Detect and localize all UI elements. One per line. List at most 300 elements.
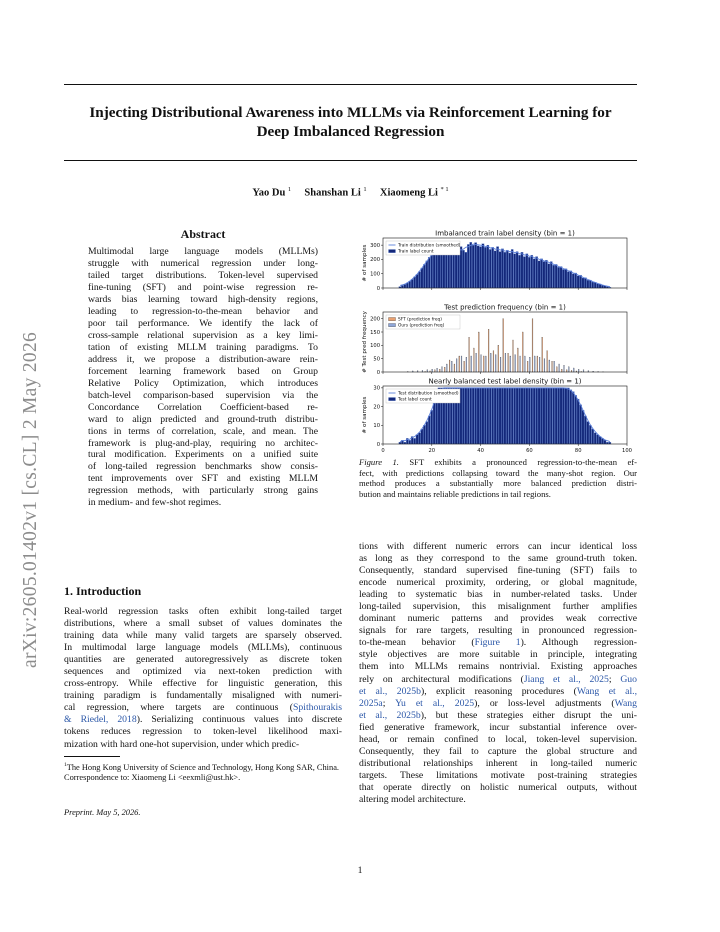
body-line: distributional relationships inherent in long-tailed numeric <box>359 757 637 769</box>
x-tick-label: 0 <box>381 448 385 454</box>
citation-link[interactable]: Jiang et al., 2025 <box>523 673 609 685</box>
body-line: leading to systematic bias in number-related tasks. Under <box>359 589 637 601</box>
bar <box>427 370 428 372</box>
bar <box>442 367 443 372</box>
body-line: encode numerical proximity, ordering, or global magnitude, <box>359 577 637 589</box>
footnote-text: The Hong Kong University of Science and Technology, Hong Kong SAR, China. Correspondence to: Xiaomeng Li <eexmli@ust.hk>. <box>64 762 340 783</box>
title-line: Deep Imbalanced Regression <box>256 123 445 140</box>
bar <box>570 390 572 444</box>
bar <box>414 438 416 444</box>
bar <box>556 367 557 372</box>
bar <box>433 252 435 288</box>
figure-1 <box>359 226 639 454</box>
preprint-note: Preprint. May 5, 2026. <box>64 808 141 817</box>
bar <box>542 337 543 372</box>
abstract-line: of long-tailed regression benchmarks show consis- <box>88 461 318 473</box>
bar <box>404 284 406 288</box>
bar <box>440 249 442 288</box>
body-line: as long as they correspond to the same ground-truth token. <box>359 553 637 565</box>
bar <box>428 257 430 288</box>
y-axis-label: # of samples <box>362 396 368 434</box>
bar <box>555 388 557 444</box>
bar <box>544 359 545 372</box>
bar <box>514 254 516 288</box>
bar <box>592 282 594 288</box>
x-tick-label: 40 <box>477 448 484 454</box>
chart-title: Test prediction frequency (bin = 1) <box>444 303 566 312</box>
bar <box>543 388 545 444</box>
bar <box>418 272 420 288</box>
bar <box>562 388 564 444</box>
bar <box>572 392 574 444</box>
bar <box>487 245 489 288</box>
bar <box>579 275 581 288</box>
bar <box>461 356 462 372</box>
bar <box>504 252 506 288</box>
bar <box>434 370 435 372</box>
bar <box>514 388 516 444</box>
body-line: cross-entropy. While effective for linguistic generation, this <box>64 678 342 690</box>
citation-link[interactable]: Wang <box>576 685 600 697</box>
bar <box>406 283 408 288</box>
bar <box>499 388 501 444</box>
citation-link[interactable]: Guo <box>620 673 637 685</box>
bar <box>587 280 589 288</box>
body-line: & Riedel, 2018). Serializing continuous values into discrete <box>64 714 343 726</box>
bar <box>553 265 555 288</box>
bar <box>537 356 538 372</box>
bar <box>575 395 577 444</box>
citation-link[interactable]: Wang <box>614 697 637 709</box>
bar <box>472 388 474 444</box>
y-tick-label: 0 <box>376 441 380 448</box>
bar <box>481 355 482 372</box>
bar <box>443 250 445 288</box>
bar <box>538 388 540 444</box>
bar <box>505 353 506 372</box>
author-name: Xiaomeng Li <box>379 187 438 199</box>
bar <box>433 403 435 444</box>
body-line: training paradigm is fundamentally misaligned with numeri- <box>64 690 342 702</box>
bar <box>577 276 579 288</box>
abstract-line: leading to regression-to-the-mean behavior and <box>88 305 318 317</box>
legend-swatch <box>389 318 396 321</box>
bar <box>489 388 491 444</box>
bar <box>583 370 584 372</box>
bar <box>516 388 518 444</box>
y-tick-label: 200 <box>370 316 380 323</box>
bar <box>470 388 472 444</box>
bar <box>526 388 528 444</box>
bar <box>435 250 437 288</box>
bar <box>506 250 508 288</box>
bar <box>521 388 523 444</box>
bar <box>513 340 514 372</box>
body-line: head, or remain confined to local, token-level supervision. <box>359 733 637 745</box>
bar <box>515 355 516 372</box>
bar <box>423 425 425 444</box>
bar <box>564 365 565 372</box>
legend-label: Test distribution (smoothed) <box>398 391 459 397</box>
bar <box>548 264 550 288</box>
abstract-heading: Abstract <box>180 227 226 241</box>
abstract-line: in medium- and few-shot regimes. <box>88 497 222 509</box>
abstract-line: tation of existing MLLM training paradigms. To <box>88 341 318 353</box>
bar <box>573 368 574 372</box>
y-tick-label: 10 <box>373 423 380 430</box>
citation-link[interactable]: Spithourakis <box>293 702 342 714</box>
bar <box>521 252 523 288</box>
introduction-body-continued <box>359 541 637 806</box>
abstract-line: forcement learning framework based on Group <box>88 365 318 377</box>
body-line: tions with different numeric errors can incur identical loss <box>359 541 637 552</box>
bar <box>597 284 599 288</box>
body-line: et al., 2025b), explicit reasoning procedures (Wang et al., <box>359 685 637 697</box>
body-line: In multimodal large language models (MLLMs), continuous <box>64 642 342 654</box>
title-line: Injecting Distributional Awareness into MLLMs via Reinforcement Learning for <box>89 104 612 121</box>
body-line: that operate directly on holistic numerical outputs, without <box>359 781 637 793</box>
chart-legend <box>386 389 460 403</box>
bar <box>540 259 542 288</box>
bar <box>426 422 428 444</box>
bar <box>552 361 553 372</box>
bar <box>522 332 523 372</box>
bar <box>557 267 559 288</box>
bar <box>504 388 506 444</box>
legend-swatch <box>389 324 396 327</box>
bar <box>482 244 484 288</box>
author-name: Yao Du <box>252 187 286 199</box>
bar <box>511 388 513 444</box>
bar <box>565 269 567 288</box>
abstract-line: address it, we propose a distribution-aware rein- <box>88 353 318 365</box>
bar <box>501 249 503 288</box>
body-line: long-tailed supervision, this misalignment further amplifies <box>359 601 637 613</box>
bar <box>589 425 591 444</box>
y-tick-label: 200 <box>370 257 380 264</box>
bar <box>495 355 496 372</box>
bar <box>467 244 469 288</box>
bar <box>482 388 484 444</box>
bar <box>470 242 472 288</box>
author-affiliation: 1 <box>287 186 292 193</box>
body-line: rely on architectural modifications (Jiang et al., 2025; Guo <box>359 673 637 685</box>
bar <box>511 249 513 288</box>
bar <box>469 337 470 372</box>
abstract-line: Multimodal large language models (MLLMs) <box>88 246 318 257</box>
bar <box>449 360 450 372</box>
bar <box>409 281 411 288</box>
y-tick-label: 100 <box>370 343 380 350</box>
bar <box>490 353 491 372</box>
x-tick-label: 20 <box>428 448 436 454</box>
bar <box>496 388 498 444</box>
bar <box>536 257 538 288</box>
chart-title: Nearly balanced test label density (bin = 1) <box>428 377 582 386</box>
bar <box>554 361 555 372</box>
citation-link[interactable]: Yu et al., 2025 <box>395 697 475 709</box>
bar <box>416 435 418 444</box>
bar <box>466 357 467 372</box>
bar <box>465 388 467 444</box>
bar <box>496 247 498 288</box>
author-affiliation: 1 <box>363 186 367 193</box>
bar <box>411 279 413 288</box>
legend-label: SFT (prediction freq) <box>398 317 442 323</box>
bar <box>528 257 530 288</box>
bar <box>579 405 581 444</box>
bar <box>526 254 528 288</box>
y-tick-label: 50 <box>373 356 380 363</box>
bar <box>455 249 457 288</box>
bar <box>559 364 560 372</box>
legend-swatch <box>389 398 396 401</box>
bar <box>561 369 562 372</box>
bar <box>509 253 511 288</box>
x-tick-label: 60 <box>526 448 533 454</box>
bar <box>578 369 579 372</box>
bar <box>450 251 452 288</box>
title-top-rule <box>64 84 637 85</box>
bar <box>538 261 540 288</box>
bar <box>604 440 606 444</box>
bar <box>401 285 403 288</box>
bar <box>409 440 411 444</box>
bar <box>582 278 584 288</box>
bar <box>431 254 433 288</box>
bar <box>572 274 574 288</box>
bar <box>416 274 418 288</box>
bar <box>549 360 550 372</box>
bar <box>432 369 433 372</box>
bar <box>476 353 477 372</box>
bar <box>418 433 420 444</box>
abstract-line: batch-level comparison-based supervision via the <box>88 389 318 401</box>
bar <box>547 351 548 372</box>
bar <box>428 416 430 444</box>
body-line: mization with hard one-hot supervision, under which predic- <box>64 738 300 750</box>
bar <box>557 388 559 444</box>
footnote-marker: 1 <box>64 762 67 768</box>
author-affiliation: * 1 <box>440 186 449 193</box>
abstract-line: tent improvements over SFT and existing MLLM <box>88 473 318 485</box>
legend-label: Train distribution (smoothed) <box>398 243 461 249</box>
bar <box>421 429 423 444</box>
legend-swatch <box>389 250 396 253</box>
abstract-line: Concordance Correlation Coefficient-based re- <box>88 401 318 413</box>
bar <box>582 410 584 444</box>
bar <box>457 252 459 288</box>
abstract-line: framework is plug-and-play, requiring no architec- <box>88 437 318 449</box>
bar <box>485 356 486 372</box>
bar <box>523 257 525 288</box>
bar <box>531 388 533 444</box>
bar <box>568 367 569 372</box>
bar <box>520 356 521 372</box>
bar <box>437 368 438 372</box>
y-tick-label: 30 <box>373 385 380 392</box>
y-tick-label: 20 <box>373 404 380 411</box>
bar <box>487 388 489 444</box>
bar <box>575 273 577 288</box>
bar <box>566 370 567 372</box>
bar <box>597 435 599 444</box>
bar <box>545 260 547 288</box>
footnote-rule <box>64 756 120 757</box>
citation-link[interactable]: et al., 2025b <box>359 709 421 721</box>
body-line: sequences and optimized via next-token prediction with <box>64 666 342 678</box>
bar <box>489 249 491 288</box>
bar <box>426 261 428 288</box>
bar <box>539 357 540 372</box>
y-axis-label: # of samples <box>362 244 368 282</box>
bar <box>462 388 464 444</box>
bar <box>516 252 518 288</box>
bar <box>560 388 562 444</box>
caption-line: Figure 1. SFT exhibits a pronounced regression-to-the-mean ef- <box>359 457 638 467</box>
bar <box>509 388 511 444</box>
arxiv-stamp[interactable]: arXiv:2605.01402v1 [cs.CL] 2 May 2026 <box>20 331 41 668</box>
bar <box>451 361 452 372</box>
chart-legend <box>386 315 460 329</box>
bar <box>540 388 542 444</box>
bar <box>550 262 552 288</box>
bar <box>459 356 460 372</box>
bar <box>506 388 508 444</box>
bar <box>570 271 572 288</box>
citation-link[interactable]: & Riedel, 2018 <box>64 714 137 726</box>
abstract-line: ward to align predicted and ground-truth distribu- <box>88 413 318 425</box>
bar <box>525 356 526 372</box>
bar <box>518 388 520 444</box>
citation-link[interactable]: Figure 1 <box>474 637 521 649</box>
x-tick-label: 100 <box>622 448 632 454</box>
body-line: them into MLLMs remains nontrivial. Existing approaches <box>359 661 637 673</box>
bar <box>577 399 579 444</box>
bar <box>456 359 457 372</box>
chart-legend <box>386 241 461 255</box>
bar <box>471 356 472 372</box>
abstract-line: struggle with numerical regression under long- <box>88 257 318 269</box>
bar <box>464 361 465 372</box>
bar <box>478 332 479 372</box>
bar <box>536 388 538 444</box>
footnote <box>64 760 342 784</box>
bar <box>483 356 484 372</box>
citation-link[interactable]: et al., 2025b <box>359 685 421 697</box>
abstract-line: tural modification. Experiments on a unified suite <box>88 449 318 461</box>
legend-label: Train label count <box>398 249 434 255</box>
bar <box>475 388 477 444</box>
legend-label: Test label count <box>398 397 432 403</box>
bar <box>584 416 586 444</box>
bar <box>523 388 525 444</box>
bar <box>431 410 433 444</box>
bar <box>475 243 477 288</box>
citation-link[interactable]: 2025a <box>359 697 383 709</box>
bar <box>414 277 416 288</box>
bar <box>479 388 481 444</box>
bar <box>454 364 455 372</box>
body-line: dominant numeric patterns and provides weak corrective <box>359 613 637 625</box>
bar <box>500 357 501 372</box>
bar <box>498 345 499 372</box>
y-tick-label: 150 <box>370 329 380 336</box>
title-bottom-rule <box>64 160 637 161</box>
y-axis-label: # Test pred frequency <box>362 311 368 373</box>
bar <box>493 351 494 372</box>
bar <box>531 255 533 288</box>
bar <box>560 267 562 288</box>
body-line: quantities are generated autoregressively as discrete token <box>64 654 342 666</box>
abstract-line: tailed target distributions. Token-level supervised <box>88 269 318 281</box>
bar <box>423 264 425 288</box>
abstract-line: wards bias learning toward high-density regions, <box>88 293 318 305</box>
bar <box>492 247 494 288</box>
bar <box>543 262 545 288</box>
bar <box>439 369 440 372</box>
bar <box>550 388 552 444</box>
y-tick-label: 0 <box>376 369 380 376</box>
body-line: fied generative framework, incur substantial inference over- <box>359 721 637 733</box>
bar <box>492 388 494 444</box>
bar <box>474 348 475 372</box>
x-tick-label: 80 <box>574 448 582 454</box>
bar <box>484 388 486 444</box>
bar <box>462 250 464 288</box>
bar <box>555 264 557 288</box>
body-line: to-the-mean behavior (Figure 1). Although regression- <box>359 637 637 649</box>
bar <box>477 246 479 288</box>
bar <box>532 319 533 372</box>
bar <box>527 361 528 372</box>
bar <box>499 252 501 288</box>
bar <box>533 388 535 444</box>
bar <box>503 319 504 372</box>
abstract-body <box>88 246 318 509</box>
bar <box>592 429 594 444</box>
bar <box>446 364 447 372</box>
caption-line: method produces a substantially more balanced prediction distri- <box>359 478 637 489</box>
abstract-line: poor tail performance. We identify the lack of <box>88 317 318 329</box>
body-line: Consequently, they fail to capture the global structure and <box>359 745 637 757</box>
bar <box>553 388 555 444</box>
body-line: targets. These limitations motivate post-training strategies <box>359 769 637 781</box>
bar <box>494 388 496 444</box>
y-tick-label: 100 <box>370 271 380 278</box>
y-tick-label: 300 <box>370 242 380 249</box>
abstract-line: Relative Policy Optimization, which introduces <box>88 377 318 389</box>
bar <box>465 252 467 288</box>
section-heading-introduction: 1. Introduction <box>64 584 142 598</box>
bar <box>533 259 535 288</box>
body-line: Real-world regression tasks often exhibit long-tailed target <box>64 606 342 617</box>
body-line: et al., 2025b), but these strategies either disrupt the uni- <box>359 709 637 721</box>
caption-line: fect, with predictions collapsing toward the many-shot region. Our <box>359 467 637 478</box>
bar <box>508 353 509 372</box>
body-line: 2025a; Yu et al., 2025), or loss-level adjustments (Wang <box>359 697 637 709</box>
bar <box>484 247 486 288</box>
citation-link[interactable]: Wang et al., <box>576 685 637 697</box>
bar <box>548 388 550 444</box>
bar <box>529 357 530 372</box>
bar <box>472 245 474 288</box>
body-line: cal regression, where targets are continuous (Spithourakis <box>64 702 342 714</box>
bar <box>517 348 518 372</box>
bar <box>534 356 535 372</box>
body-line: altering model architecture. <box>359 793 466 805</box>
bar <box>599 437 601 444</box>
